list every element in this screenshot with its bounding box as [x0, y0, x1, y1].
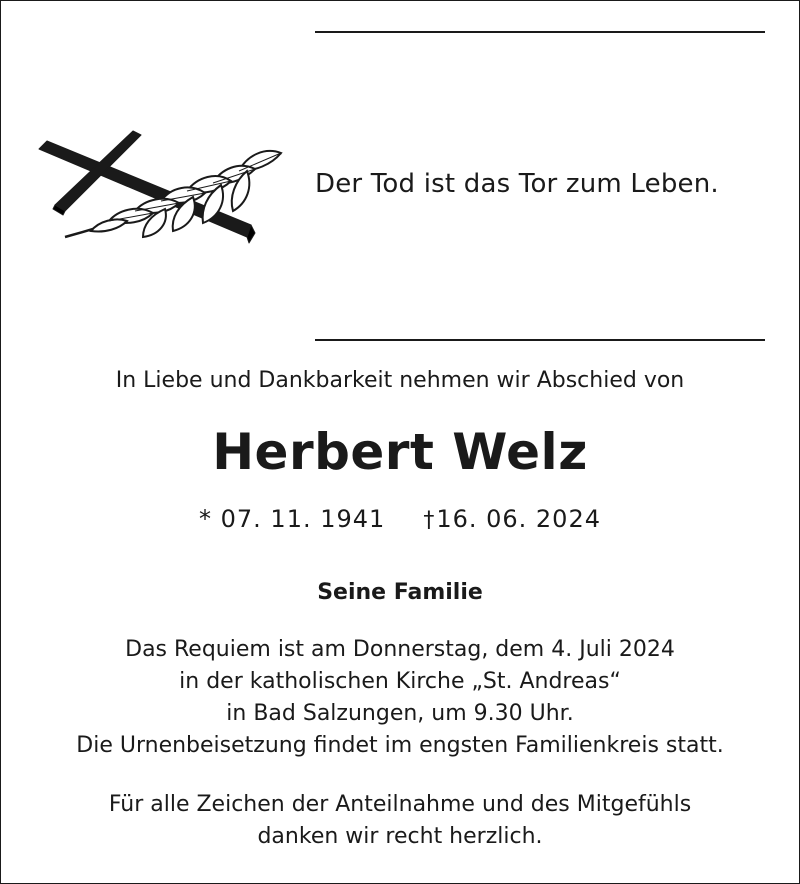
service-details — [1, 634, 799, 762]
service-line: Das Requiem ist am Donnerstag, dem 4. Juli 2024 — [125, 637, 675, 662]
death-date: 16. 06. 2024 — [436, 505, 601, 533]
signature: Seine Familie — [317, 580, 483, 605]
death-cross-icon: † — [423, 508, 436, 533]
life-dates — [1, 505, 799, 533]
service-line: in Bad Salzungen, um 9.30 Uhr. — [226, 701, 574, 726]
bottom-divider — [315, 339, 765, 341]
motto-quote: Der Tod ist das Tor zum Leben. — [315, 169, 719, 199]
top-divider — [315, 31, 765, 33]
thanks-text — [1, 789, 799, 853]
service-line: in der katholischen Kirche „St. Andreas“ — [179, 669, 621, 694]
intro-text: In Liebe und Dankbarkeit nehmen wir Abschied von — [115, 368, 685, 393]
thanks-line: danken wir recht herzlich. — [257, 824, 543, 849]
deceased-name: Herbert Welz — [212, 423, 588, 481]
thanks-line: Für alle Zeichen der Anteilnahme und des Mitgefühls — [108, 792, 692, 817]
birth-date: * 07. 11. 1941 — [199, 505, 386, 533]
service-line: Die Urnenbeisetzung findet im engsten Familienkreis statt. — [76, 733, 724, 758]
cross-with-palm-branch-icon — [33, 125, 288, 245]
